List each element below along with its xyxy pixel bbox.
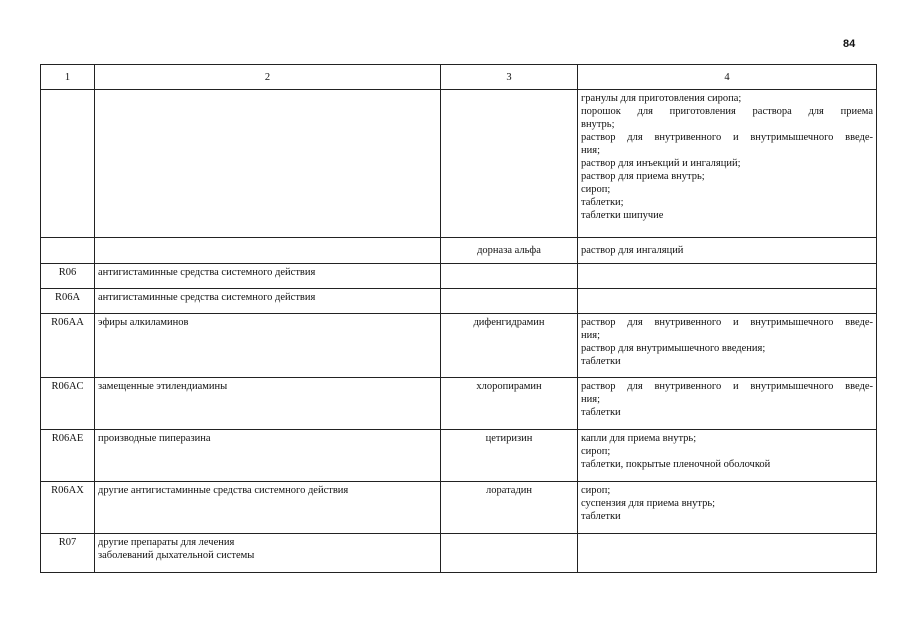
dosage-form-line: суспензия для приема внутрь; [581, 498, 716, 509]
inn-cell [441, 534, 578, 573]
dosage-form-line: раствор для внутривенного и внутримышечного введе- [581, 381, 873, 392]
dosage-forms-cell [578, 378, 877, 430]
group-name-line: антигистаминные средства системного действия [98, 267, 316, 278]
table-row [41, 90, 877, 238]
atc-code-cell [41, 90, 95, 238]
dosage-form-line: ния; [581, 394, 600, 405]
dosage-forms-cell [578, 289, 877, 314]
table-row [41, 378, 877, 430]
table-header-row [41, 65, 877, 90]
dosage-forms-cell [578, 534, 877, 573]
dosage-form-line: таблетки [581, 407, 621, 418]
column-number-2: 2 [95, 65, 441, 90]
dosage-forms-cell [578, 482, 877, 534]
group-name-cell [95, 264, 441, 289]
column-number-1: 1 [41, 65, 95, 90]
table-row [41, 314, 877, 378]
dosage-form-line: сироп; [581, 446, 611, 457]
atc-code-cell [41, 238, 95, 264]
group-name-cell [95, 289, 441, 314]
dosage-form-line: раствор для внутримышечного введения; [581, 343, 766, 354]
atc-code-cell: R06AE [41, 430, 95, 482]
dosage-form-line: раствор для приема внутрь; [581, 171, 705, 182]
dosage-form-line: внутрь; [581, 119, 615, 130]
inn-cell: хлоропирамин [441, 378, 578, 430]
inn-cell [441, 90, 578, 238]
dosage-form-line: таблетки шипучие [581, 210, 664, 221]
dosage-form-line: сироп; [581, 485, 611, 496]
group-name-cell [95, 238, 441, 264]
dosage-forms-cell [578, 90, 877, 238]
table-row [41, 482, 877, 534]
group-name-cell [95, 314, 441, 378]
dosage-form-line: сироп; [581, 184, 611, 195]
table-row [41, 264, 877, 289]
table-row [41, 430, 877, 482]
dosage-forms-cell [578, 264, 877, 289]
dosage-form-line: таблетки [581, 356, 621, 367]
dosage-forms-cell [578, 314, 877, 378]
atc-code-cell: R06AC [41, 378, 95, 430]
group-name-line: антигистаминные средства системного действия [98, 292, 316, 303]
group-name-line: замещенные этилендиамины [98, 381, 228, 392]
dosage-form-line: раствор для ингаляций [581, 245, 684, 256]
dosage-form-line: гранулы для приготовления сиропа; [581, 93, 742, 104]
group-name-line: другие препараты для лечения [98, 537, 235, 548]
medications-table [40, 64, 877, 573]
dosage-form-line: раствор для внутривенного и внутримышечного введе- [581, 132, 873, 143]
dosage-form-line: ния; [581, 145, 600, 156]
column-number-3: 3 [441, 65, 578, 90]
dosage-forms-cell [578, 238, 877, 264]
inn-cell [441, 264, 578, 289]
atc-code-cell: R06 [41, 264, 95, 289]
dosage-form-line: капли для приема внутрь; [581, 433, 697, 444]
inn-cell: дорназа альфа [441, 238, 578, 264]
dosage-forms-cell [578, 430, 877, 482]
dosage-form-line: таблетки [581, 511, 621, 522]
dosage-form-line: таблетки, покрытые пленочной оболочкой [581, 459, 771, 470]
table-row [41, 534, 877, 573]
inn-cell: цетиризин [441, 430, 578, 482]
dosage-form-line: раствор для внутривенного и внутримышечного введе- [581, 317, 873, 328]
group-name-cell [95, 482, 441, 534]
dosage-form-line: порошок для приготовления раствора для приема [581, 106, 873, 117]
column-number-4: 4 [578, 65, 877, 90]
atc-code-cell: R06AA [41, 314, 95, 378]
inn-cell [441, 289, 578, 314]
table-row [41, 238, 877, 264]
atc-code-cell: R07 [41, 534, 95, 573]
atc-code-cell: R06AX [41, 482, 95, 534]
group-name-cell [95, 534, 441, 573]
group-name-cell [95, 90, 441, 238]
group-name-line: производные пиперазина [98, 433, 211, 444]
page-number: 84 [843, 38, 856, 50]
group-name-cell [95, 430, 441, 482]
dosage-form-line: ния; [581, 330, 600, 341]
group-name-line: другие антигистаминные средства системного действия [98, 485, 349, 496]
dosage-form-line: раствор для инъекций и ингаляций; [581, 158, 741, 169]
table-row [41, 289, 877, 314]
inn-cell: дифенгидрамин [441, 314, 578, 378]
atc-code-cell: R06A [41, 289, 95, 314]
dosage-form-line: таблетки; [581, 197, 624, 208]
group-name-line: эфиры алкиламинов [98, 317, 189, 328]
group-name-line: заболеваний дыхательной системы [98, 550, 255, 561]
group-name-cell [95, 378, 441, 430]
inn-cell: лоратадин [441, 482, 578, 534]
